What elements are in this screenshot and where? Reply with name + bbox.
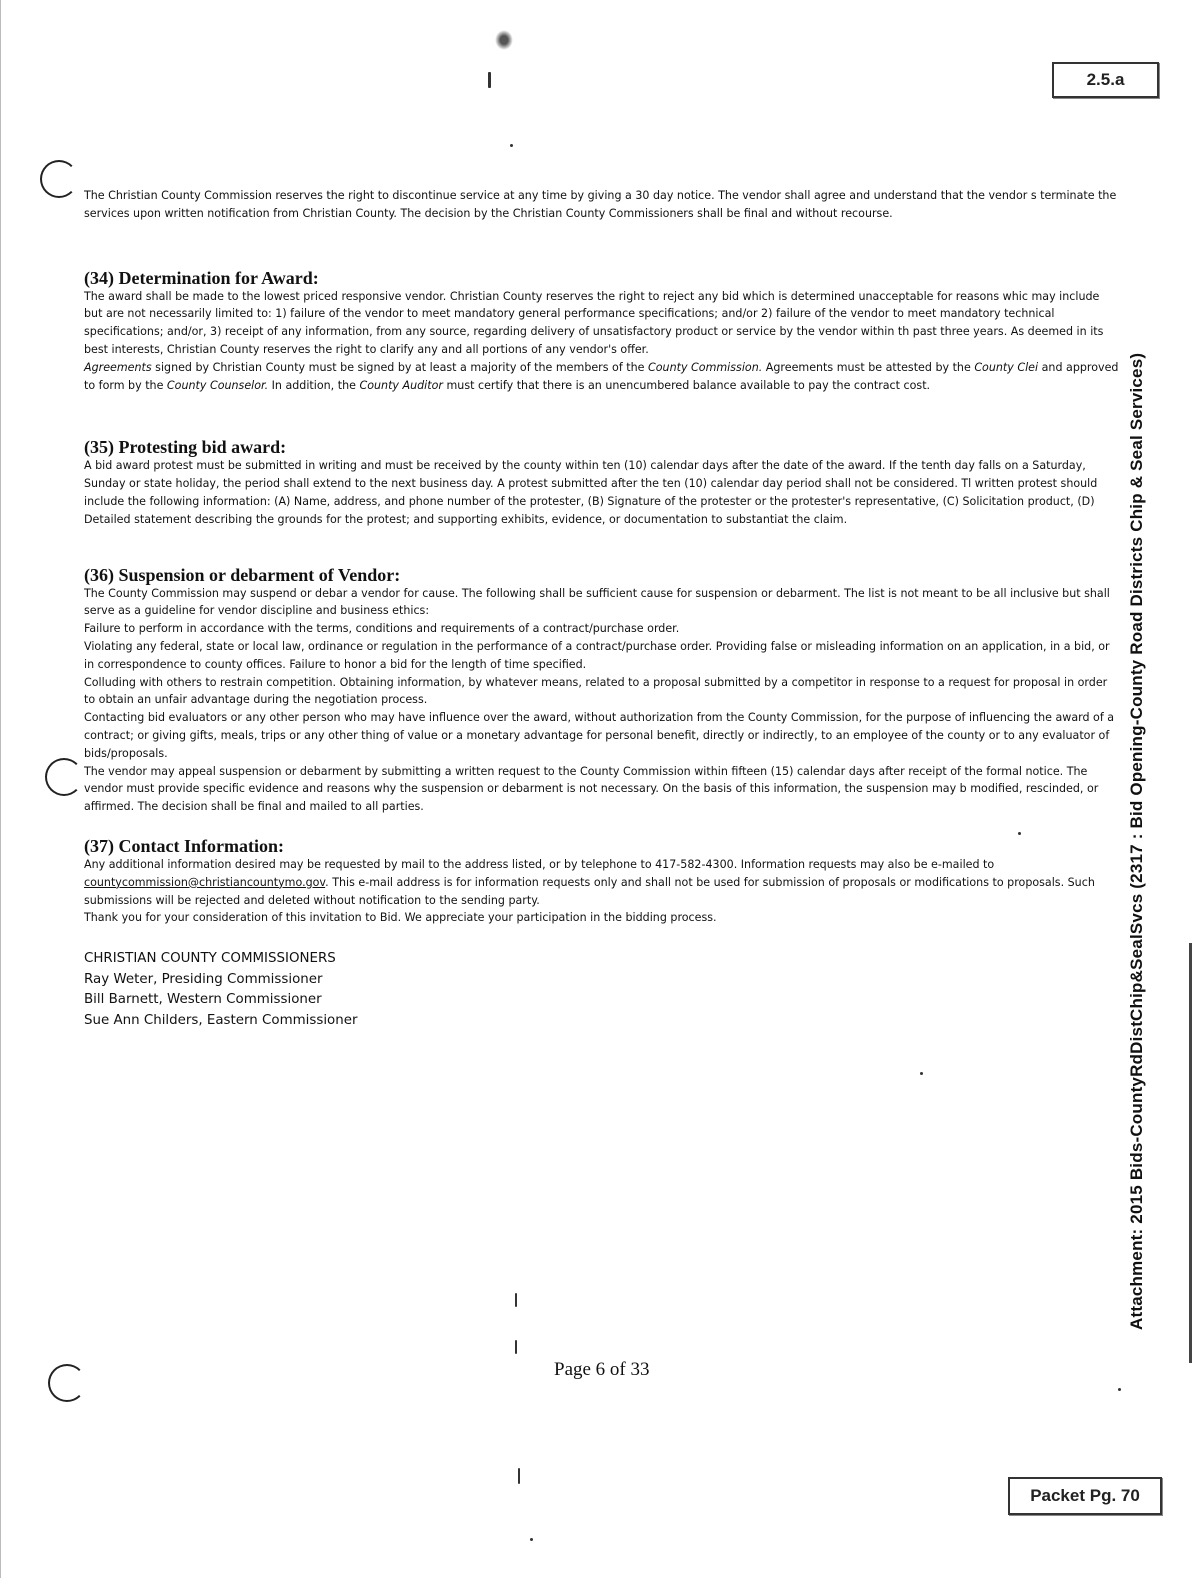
section-heading: (37) Contact Information: xyxy=(84,835,284,856)
section-35 xyxy=(84,437,1120,528)
section-heading: (34) Determination for Award: xyxy=(84,267,319,288)
list-item: Violating any federal, state or local law, ordinance or regulation in the performance of a contract/purchase order. Providing false or misleading information on an application, in a bid, or in correspondence to county offices. Failure to honor a bid for the length of time specified. xyxy=(84,639,1110,671)
signature-line: CHRISTIAN COUNTY COMMISSIONERS xyxy=(84,951,336,967)
hole-punch-top xyxy=(40,160,78,198)
hole-punch-bottom xyxy=(48,1364,86,1402)
agenda-item-number-box xyxy=(1052,62,1159,98)
contact-paragraph: Any additional information desired may be requested by mail to the address listed, or by telephone to 417-582-4300. Information requests may also be e-mailed to countycommission@christiancountymo.gov. This e-mail address is for information requests only and shall not be used for submission of proposals or modifications to proposals. Such submissions will be rejected and deleted without notification to the sending party. xyxy=(84,857,1095,907)
section-heading: (36) Suspension or debarment of Vendor: xyxy=(84,564,401,585)
list-item: Failure to perform in accordance with the terms, conditions and requirements of a contract/purchase order. xyxy=(84,622,680,636)
signature-line: Bill Barnett, Western Commissioner xyxy=(84,992,322,1008)
margin-rule xyxy=(1189,943,1192,1363)
packet-page-label: Packet Pg. 70 xyxy=(1030,1486,1140,1505)
scan-noise-speck xyxy=(515,1340,517,1354)
scan-noise-speck xyxy=(515,1293,517,1307)
document-body xyxy=(84,187,1120,1031)
list-item: The County Commission may suspend or debar a vendor for cause. The following shall be sufficient cause for suspension or debarment. The list is not meant to be all inclusive but shall serve as a guideline for vendor discipline and business ethics: xyxy=(84,586,1110,618)
scan-noise-speck xyxy=(1118,1388,1121,1391)
list-item: Colluding with others to restrain competition. Obtaining information, by whatever means, related to a proposal submitted by a competitor in response to a request for proposal in order to obtain an unfair advantage during the negotiation process. xyxy=(84,675,1108,707)
scan-noise-speck xyxy=(488,72,491,88)
packet-page-box xyxy=(1008,1477,1162,1515)
scan-noise-speck xyxy=(530,1538,533,1541)
section-body: The award shall be made to the lowest priced responsive vendor. Christian County reserves the right to reject any bid which is determined unacceptable for reasons whic may include but are not necessarily limited to: 1) failure of the vendor to meet mandatory general performance specifications; and/or 2) failure of the vendor to meet mandatory technical specifications; and/or, 3) receipt of any information, from any source, regarding delivery of unsatisfactory product or service by the vendor within th past three years. As deemed in its best interests, Christian County reserves the right to clarify any and all portions of any vendor's offer. xyxy=(84,289,1104,356)
scan-noise-speck xyxy=(495,30,513,50)
scan-noise-speck xyxy=(920,1072,923,1075)
agreements-paragraph: Agreements signed by Christian County must be signed by at least a majority of the members of the County Commission. Agreements must be attested by the County Clei and approved to form by the County Counselor. In addition, the County Auditor must certify that there is an unencumbered balance available to pay the contract cost. xyxy=(84,360,1119,392)
thanks-paragraph: Thank you for your consideration of this invitation to Bid. We appreciate your participation in the bidding process. xyxy=(84,911,717,925)
list-item: Contacting bid evaluators or any other person who may have influence over the award, without authorization from the County Commission, for the purpose of influencing the award of a contract; or giving gifts, meals, trips or any other thing of value or a monetary advantage for personal benefit, directly or indirectly, to an employee of the county or to any evaluator of bids/proposals. xyxy=(84,711,1115,760)
signature-block xyxy=(84,949,1120,1031)
signature-line: Sue Ann Childers, Eastern Commissioner xyxy=(84,1012,358,1028)
signature-line: Ray Weter, Presiding Commissioner xyxy=(84,971,323,987)
list-item: The vendor may appeal suspension or debarment by submitting a written request to the County Commission within fifteen (15) calendar days after receipt of the formal notice. The vendor must provide specific evidence and reasons why the suspension or debarment is not necessary. On the basis of this information, the suspension may b modified, rescinded, or affirmed. The decision shall be final and mailed to all parties. xyxy=(84,764,1099,814)
scan-noise-speck xyxy=(518,1468,520,1484)
attachment-side-note: Attachment: 2015 Bids-CountyRdDistChip&SealSvcs (2317 : Bid Opening-County Road Districts Chip & Seal Services) xyxy=(1127,352,1146,1330)
scan-noise-speck xyxy=(510,144,513,147)
agenda-item-number: 2.5.a xyxy=(1086,70,1125,89)
section-36 xyxy=(84,565,1120,816)
hole-punch-middle xyxy=(45,758,83,796)
intro-paragraph: The Christian County Commission reserves the right to discontinue service at any time by giving a 30 day notice. The vendor shall agree and understand that the vendor s terminate the services upon written notification from Christian County. The decision by the Christian County Commissioners shall be final and without recourse. xyxy=(84,189,1117,220)
section-34 xyxy=(84,268,1120,395)
section-37 xyxy=(84,836,1120,927)
section-heading: (35) Protesting bid award: xyxy=(84,437,287,458)
page-number: Page 6 of 33 xyxy=(554,1359,650,1380)
email-link[interactable]: countycommission@christiancountymo.gov xyxy=(84,875,326,889)
section-body: A bid award protest must be submitted in writing and must be received by the county within ten (10) calendar days after the date of the award. If the tenth day falls on a Saturday, Sunday or state holiday, the period shall extend to the next business day. A protest submitted after the ten (10) calendar day period shall not be considered. Tl written protest should include the following information: (A) Name, address, and phone number of the protester, (B) Signature of the protester or the protester's representative, (C) Solicitation product, (D) Detailed statement describing the grounds for the protest; and supporting exhibits, evidence, or documentation to substantiat the claim. xyxy=(84,459,1098,526)
